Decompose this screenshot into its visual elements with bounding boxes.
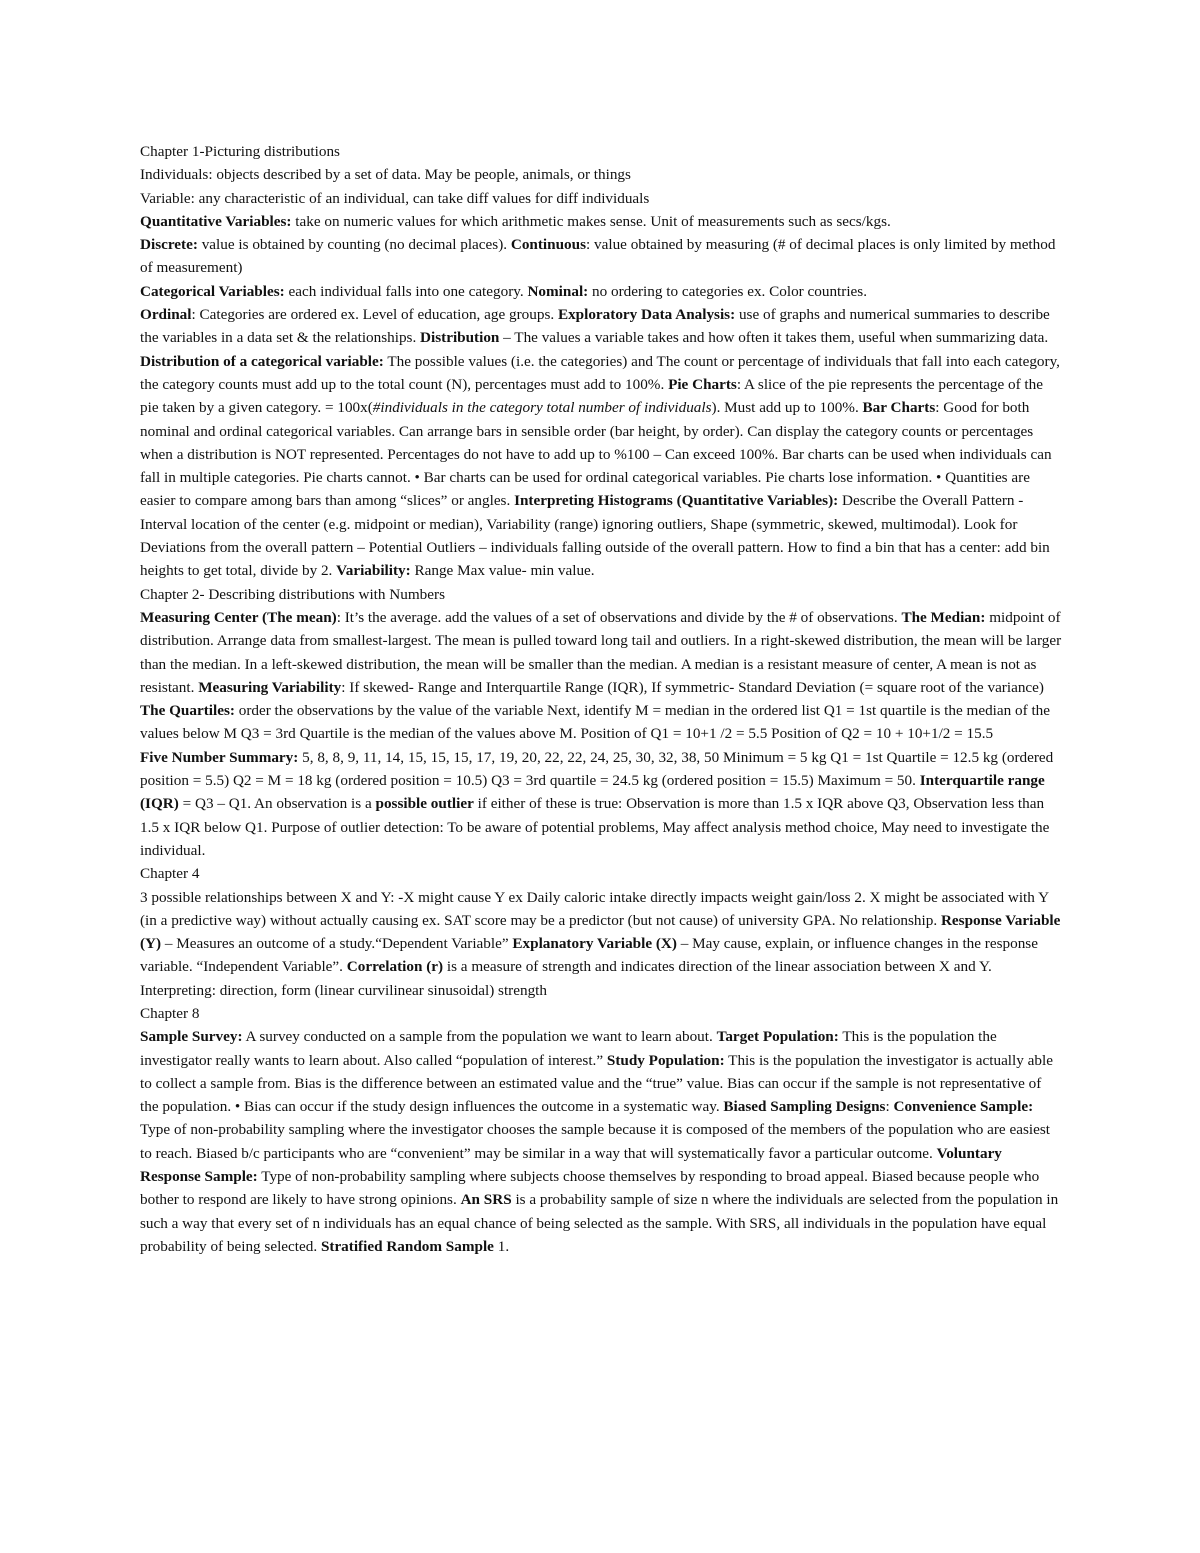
text-run: : Categories are ordered ex. Level of education, age groups.: [191, 306, 558, 324]
text-run: A survey conducted on a sample from the population we want to learn about.: [242, 1028, 717, 1046]
text-run: : If skewed- Range and Interquartile Range (IQR), If symmetric- Standard Deviation (= square root of the variance): [341, 678, 1044, 696]
text-run: : Good for both nominal and ordinal categorical variables. Can arrange bars in sensible order (bar height, by order). Can display the category counts or percentages when a distribution is NOT represented. Percentages do not have to add up to %100 – Can exceed 100%. Bar charts can be used when individuals can fall in multiple categories. Pie charts cannot. • Bar charts can be used for ordinal categorical variables. Pie charts lose information. • Quantities are easier to compare among bars than among “slices” or angles.: [140, 399, 1052, 510]
bold-term: Nominal:: [527, 282, 589, 300]
bold-term: Continuous: [510, 236, 586, 254]
text-run: Type of non-probability sampling where the investigator chooses the sample because it is composed of the members of the population who are easiest to reach. Biased b/c participants who are “convenient” may be similar in a way that will systematically favor a particular outcome.: [140, 1121, 1050, 1162]
bold-term: Distribution: [420, 329, 500, 347]
text-run: ). Must add up to 100%.: [711, 399, 863, 417]
text-run: order the observations by the value of the variable Next, identify M = median in the ordered list Q1 = 1st quartile is the median of the values below M Q3 = 3rd Quartile is the median of the values above M. Position of Q1 = 10+1 /2 = 5.5 Position of Q2 = 10 + 10+1/2 = 15.5: [140, 702, 1051, 743]
paragraph: [140, 606, 1062, 746]
bold-term: Quantitative Variables:: [140, 212, 292, 230]
bold-term: The Quartiles:: [140, 702, 235, 720]
paragraph: [140, 210, 1062, 233]
text-run: = Q3 – Q1. An observation is a: [178, 795, 376, 813]
italic-text: #individuals in the category total number of individuals: [372, 399, 712, 417]
paragraph: [140, 746, 1062, 862]
bold-term: The Median:: [901, 608, 986, 626]
bold-term: Bar Charts: [862, 399, 936, 417]
bold-term: Explanatory Variable (X): [512, 935, 677, 953]
paragraph: [140, 303, 1062, 583]
text-run: 1.: [493, 1237, 510, 1255]
text-run: is a probability sample of size n where the individuals are selected from the population in such a way that every set of n individuals has an equal chance of being selected as the sample. With SRS, all individuals in the population have equal probability of being selected.: [140, 1191, 1059, 1255]
bold-term: Discrete:: [140, 236, 198, 254]
text-run: : value obtained by measuring (# of decimal places is only limited by method of measurement): [140, 236, 1056, 277]
text-run: Variable: any characteristic of an individual, can take diff values for diff individuals: [140, 189, 650, 207]
text-run: 3 possible relationships between X and Y: -X might cause Y ex Daily caloric intake directly impacts weight gain/loss 2. X might be associated with Y (in a predictive way) without actually causing ex. SAT score may be a predictor (but not cause) of university GPA. No relationship.: [140, 888, 1049, 929]
text-run: :: [885, 1098, 894, 1116]
bold-term: Measuring Variability: [198, 678, 342, 696]
bold-term: Target Population:: [716, 1028, 839, 1046]
text-run: Individuals: objects described by a set of data. May be people, animals, or things: [140, 166, 631, 184]
text-run: 5, 8, 8, 9, 11, 14, 15, 15, 15, 17, 19, 20, 22, 22, 24, 25, 30, 32, 38, 50 Minimum = 5 kg Q1 = 1st Quartile = 12.5 kg (ordered position = 5.5) Q2 = M = 18 kg (ordered position = 10.5) Q3 = 3rd quartile = 24.5 kg (ordered position = 15.5) Maximum = 50.: [140, 748, 1054, 790]
text-run: Chapter 1-Picturing distributions: [140, 143, 340, 160]
text-run: value is obtained by counting (no decimal places).: [197, 236, 511, 254]
bold-term: Response Variable (Y): [140, 911, 1061, 953]
bold-term: Stratified Random Sample: [320, 1237, 494, 1255]
text-run: Range Max value- min value.: [410, 562, 595, 580]
bold-term: Interquartile range (IQR): [140, 772, 1045, 813]
text-run: – May cause, explain, or influence changes in the response variable. “Independent Variable”.: [140, 935, 1038, 976]
text-run: midpoint of distribution. Arrange data from smallest-largest. The mean is pulled toward long tail and outliers. In a right-skewed distribution, the mean will be larger than the median. In a left-skewed distribution, the mean will be smaller than the median. A median is a resistant measure of center, A mean is not as resistant.: [140, 608, 1062, 696]
paragraph: [140, 233, 1062, 280]
bold-term: Correlation (r): [346, 958, 444, 976]
text-run: Chapter 8: [140, 1004, 200, 1022]
paragraph: [140, 862, 1062, 885]
paragraph: [140, 140, 1062, 163]
text-run: Chapter 2- Describing distributions with Numbers: [140, 585, 445, 603]
bold-term: Ordinal: [140, 306, 192, 324]
text-run: : It’s the average. add the values of a set of observations and divide by the # of observations.: [336, 608, 902, 626]
paragraph: [140, 187, 1062, 210]
paragraph: [140, 583, 1062, 606]
bold-term: Biased Sampling Designs: [723, 1098, 886, 1116]
paragraph: [140, 1025, 1062, 1258]
document-body: [140, 140, 1062, 1258]
text-run: This is the population the investigator is actually able to collect a sample from. Bias is the difference between an estimated value and the “true” value. Bias can occur if the sample is not representative of the population. • Bias can occur if the study design influences the outcome in a systematic way.: [140, 1051, 1053, 1116]
bold-term: possible outlier: [375, 795, 474, 813]
paragraph: [140, 1002, 1062, 1025]
paragraph: [140, 886, 1062, 1002]
bold-term: Sample Survey:: [140, 1028, 243, 1046]
text-run: Chapter 4: [140, 865, 200, 883]
bold-term: An SRS: [460, 1191, 512, 1209]
text-run: if either of these is true: Observation is more than 1.5 x IQR above Q3, Observation less than 1.5 x IQR below Q1. Purpose of outlier detection: To be aware of potential problems, May affect analysis method choice, May need to investigate the individual.: [140, 795, 1050, 859]
text-run: Describe the Overall Pattern - Interval location of the center (e.g. midpoint or median), Variability (range) ignoring outliers, Shape (symmetric, skewed, multimodal). Look for Deviations from the overall pattern – Potential Outliers – individuals falling outside of the overall pattern. How to find a bin that has a center: add bin heights to get total, divide by 2.: [140, 492, 1050, 580]
bold-term: Measuring Center (The mean): [140, 608, 337, 626]
text-run: This is the population the investigator really wants to learn about. Also called “population of interest.”: [140, 1028, 997, 1069]
bold-term: Study Population:: [606, 1051, 725, 1069]
paragraph: [140, 163, 1062, 186]
bold-term: Voluntary Response Sample:: [140, 1144, 1002, 1186]
text-run: take on numeric values for which arithmetic makes sense. Unit of measurements such as secs/kgs.: [291, 212, 891, 230]
bold-term: Interpreting Histograms (Quantitative Variables):: [514, 492, 839, 510]
bold-term: Distribution of a categorical variable:: [140, 352, 384, 370]
text-run: Type of non-probability sampling where subjects choose themselves by responding to broad appeal. Biased because people who bother to respond are likely to have strong opinions.: [140, 1168, 1040, 1209]
text-run: : A slice of the pie represents the percentage of the pie taken by a given category. = 100x(: [140, 375, 1043, 417]
text-run: no ordering to categories ex. Color countries.: [588, 282, 867, 300]
bold-term: Variability:: [336, 562, 411, 580]
bold-term: Categorical Variables:: [140, 282, 285, 300]
bold-term: Convenience Sample:: [893, 1098, 1034, 1116]
text-run: is a measure of strength and indicates direction of the linear association between X and Y. Interpreting: direction, form (linear curvilinear sinusoidal) strength: [140, 958, 992, 999]
bold-term: Exploratory Data Analysis:: [557, 306, 736, 324]
text-run: The possible values (i.e. the categories) and The count or percentage of individuals that fall into each category, the category counts must add up to the total count (N), percentages must add to 100%.: [140, 352, 1060, 393]
text-run: each individual falls into one category.: [284, 282, 528, 300]
text-run: – The values a variable takes and how often it takes them, useful when summarizing data.: [499, 329, 1049, 347]
text-run: use of graphs and numerical summaries to describe the variables in a data set & the relationships.: [140, 306, 1050, 347]
text-run: – Measures an outcome of a study.“Dependent Variable”: [161, 935, 513, 953]
paragraph: [140, 280, 1062, 303]
bold-term: Five Number Summary:: [140, 748, 299, 766]
bold-term: Pie Charts: [668, 375, 737, 393]
